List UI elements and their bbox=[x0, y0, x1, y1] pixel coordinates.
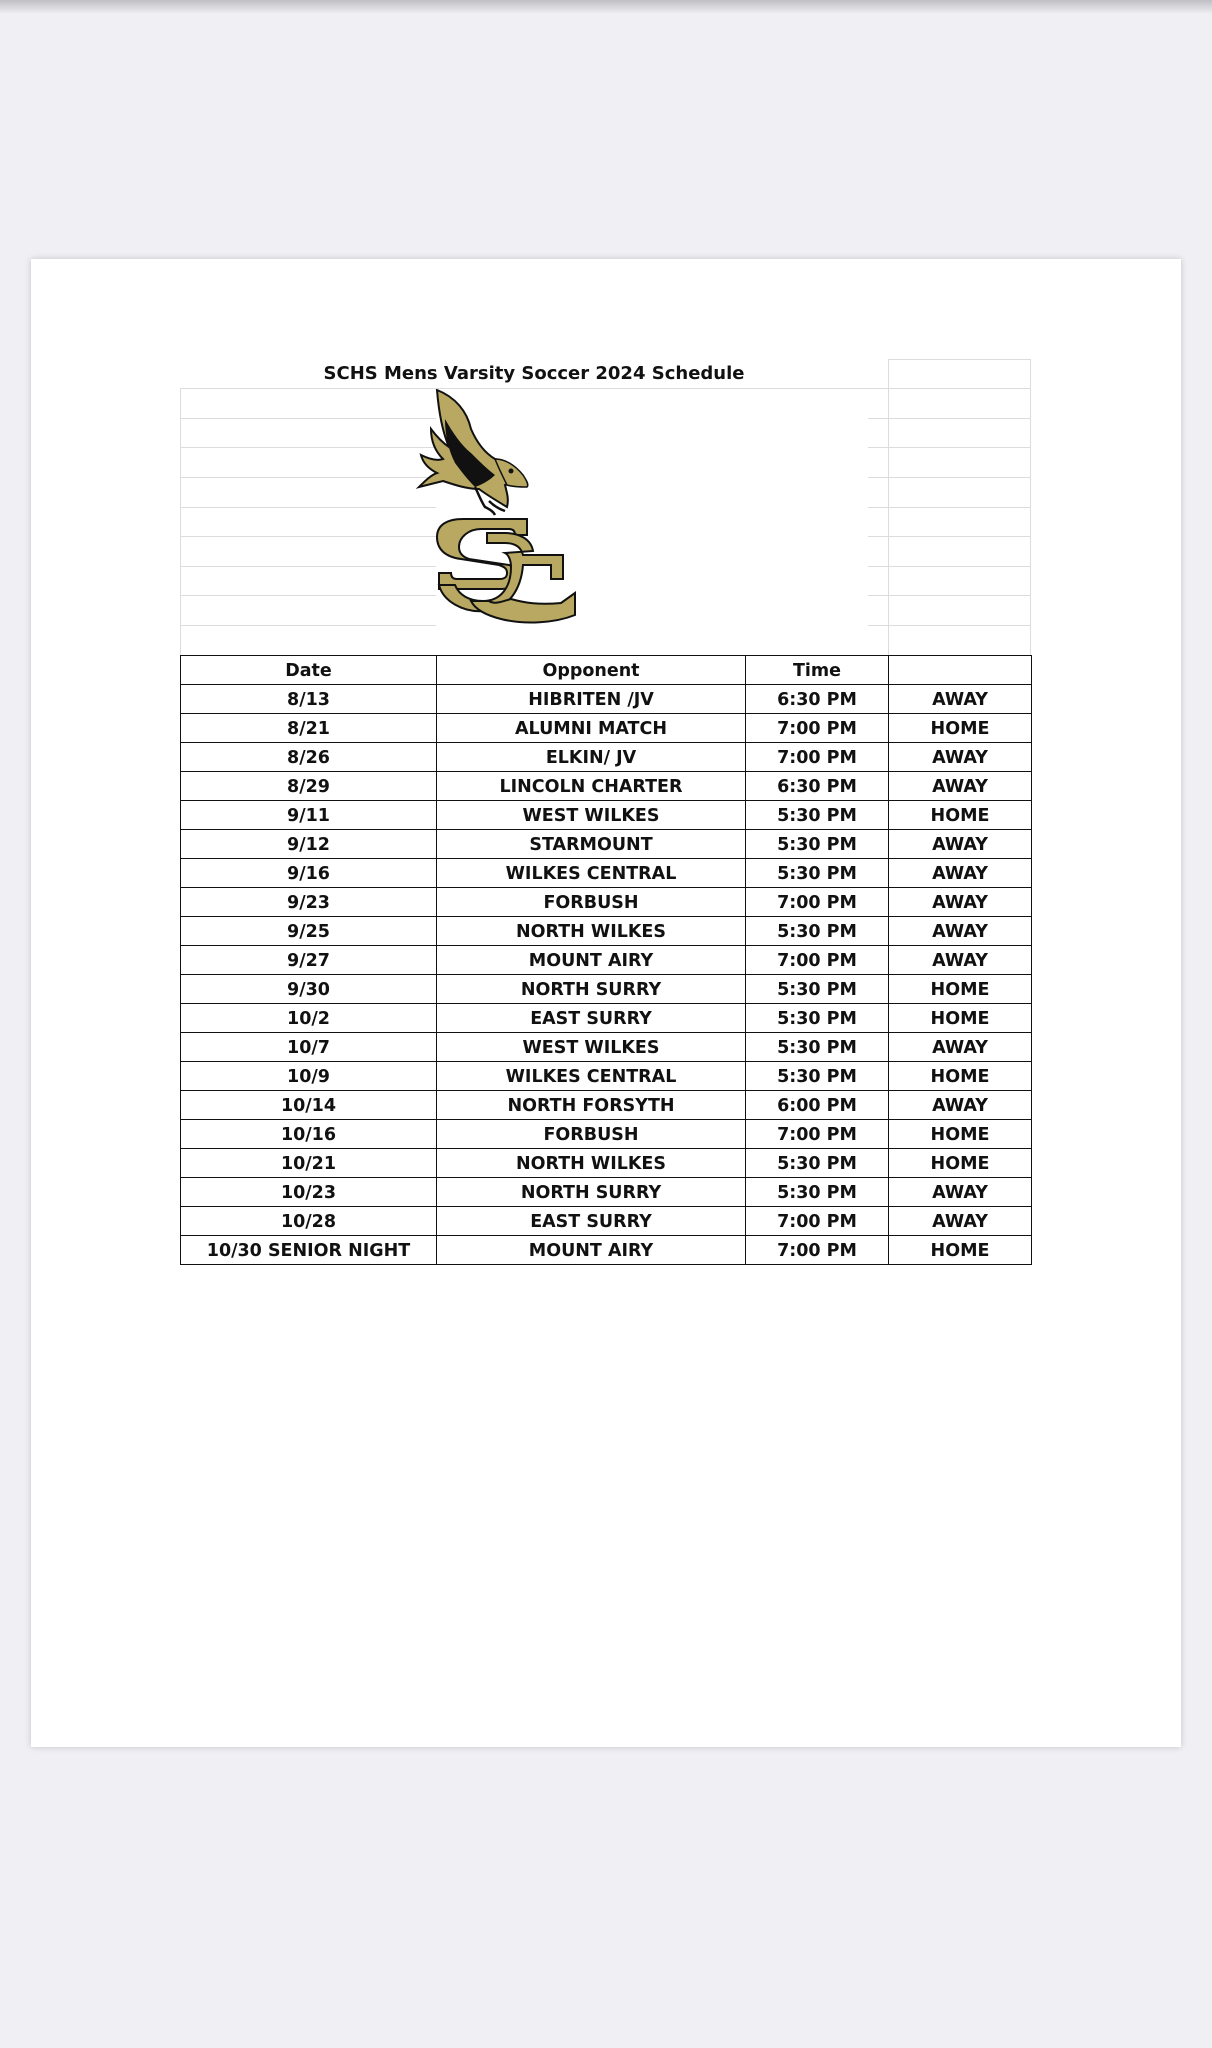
table-row bbox=[181, 714, 1032, 743]
cell-location: HOME bbox=[889, 1062, 1032, 1091]
table-row bbox=[181, 1236, 1032, 1265]
cell-time: 5:30 PM bbox=[746, 1178, 889, 1207]
header-location bbox=[889, 656, 1032, 685]
top-shadow bbox=[0, 0, 1212, 14]
cell-opponent: HIBRITEN /JV bbox=[437, 685, 746, 714]
cell-location: AWAY bbox=[889, 830, 1032, 859]
cell-opponent: LINCOLN CHARTER bbox=[437, 772, 746, 801]
cell-opponent: FORBUSH bbox=[437, 1120, 746, 1149]
cell-location: HOME bbox=[889, 714, 1032, 743]
eagle-icon bbox=[419, 390, 528, 515]
cell-date: 10/30 SENIOR NIGHT bbox=[181, 1236, 437, 1265]
cell-opponent: EAST SURRY bbox=[437, 1004, 746, 1033]
table-row bbox=[181, 772, 1032, 801]
sc-letters-icon bbox=[437, 519, 575, 622]
cell-location: HOME bbox=[889, 1120, 1032, 1149]
cell-location: AWAY bbox=[889, 859, 1032, 888]
table-row bbox=[181, 888, 1032, 917]
cell-date: 9/30 bbox=[181, 975, 437, 1004]
cell-location: AWAY bbox=[889, 743, 1032, 772]
cell-opponent: NORTH SURRY bbox=[437, 975, 746, 1004]
gridline bbox=[1030, 359, 1031, 655]
table-row bbox=[181, 1004, 1032, 1033]
cell-location: AWAY bbox=[889, 772, 1032, 801]
document-title: SCHS Mens Varsity Soccer 2024 Schedule bbox=[180, 359, 888, 388]
cell-time: 7:00 PM bbox=[746, 743, 889, 772]
table-row bbox=[181, 1178, 1032, 1207]
cell-date: 10/14 bbox=[181, 1091, 437, 1120]
cell-time: 5:30 PM bbox=[746, 1004, 889, 1033]
cell-location: AWAY bbox=[889, 1207, 1032, 1236]
cell-time: 5:30 PM bbox=[746, 917, 889, 946]
cell-opponent: NORTH WILKES bbox=[437, 1149, 746, 1178]
table-row bbox=[181, 1033, 1032, 1062]
cell-opponent: NORTH SURRY bbox=[437, 1178, 746, 1207]
cell-time: 7:00 PM bbox=[746, 714, 889, 743]
cell-location: HOME bbox=[889, 1004, 1032, 1033]
cell-time: 7:00 PM bbox=[746, 946, 889, 975]
cell-date: 9/23 bbox=[181, 888, 437, 917]
cell-opponent: ELKIN/ JV bbox=[437, 743, 746, 772]
cell-location: AWAY bbox=[889, 946, 1032, 975]
cell-time: 6:00 PM bbox=[746, 1091, 889, 1120]
cell-date: 10/28 bbox=[181, 1207, 437, 1236]
cell-time: 5:30 PM bbox=[746, 830, 889, 859]
table-row bbox=[181, 685, 1032, 714]
header-date: Date bbox=[181, 656, 437, 685]
table-row bbox=[181, 1120, 1032, 1149]
table-row bbox=[181, 917, 1032, 946]
cell-date: 9/16 bbox=[181, 859, 437, 888]
table-row bbox=[181, 1091, 1032, 1120]
cell-time: 5:30 PM bbox=[746, 859, 889, 888]
cell-opponent: WILKES CENTRAL bbox=[437, 1062, 746, 1091]
table-row bbox=[181, 1062, 1032, 1091]
cell-location: HOME bbox=[889, 975, 1032, 1004]
cell-date: 10/9 bbox=[181, 1062, 437, 1091]
school-logo bbox=[436, 389, 868, 655]
schedule-table bbox=[180, 655, 1032, 1265]
cell-time: 6:30 PM bbox=[746, 772, 889, 801]
cell-opponent: EAST SURRY bbox=[437, 1207, 746, 1236]
cell-time: 6:30 PM bbox=[746, 685, 889, 714]
cell-time: 5:30 PM bbox=[746, 975, 889, 1004]
table-row bbox=[181, 801, 1032, 830]
cell-location: AWAY bbox=[889, 917, 1032, 946]
cell-opponent: MOUNT AIRY bbox=[437, 1236, 746, 1265]
cell-date: 9/27 bbox=[181, 946, 437, 975]
cell-location: AWAY bbox=[889, 1178, 1032, 1207]
cell-date: 8/13 bbox=[181, 685, 437, 714]
header-time: Time bbox=[746, 656, 889, 685]
cell-date: 8/26 bbox=[181, 743, 437, 772]
cell-date: 10/23 bbox=[181, 1178, 437, 1207]
header-opponent: Opponent bbox=[437, 656, 746, 685]
cell-date: 9/11 bbox=[181, 801, 437, 830]
spreadsheet-header-area bbox=[180, 359, 1031, 655]
cell-date: 10/21 bbox=[181, 1149, 437, 1178]
table-header-row bbox=[181, 656, 1032, 685]
gridline bbox=[180, 359, 181, 655]
cell-opponent: ALUMNI MATCH bbox=[437, 714, 746, 743]
cell-opponent: NORTH FORSYTH bbox=[437, 1091, 746, 1120]
cell-opponent: WEST WILKES bbox=[437, 801, 746, 830]
cell-time: 7:00 PM bbox=[746, 1120, 889, 1149]
cell-opponent: NORTH WILKES bbox=[437, 917, 746, 946]
cell-opponent: WILKES CENTRAL bbox=[437, 859, 746, 888]
table-row bbox=[181, 946, 1032, 975]
table-row bbox=[181, 1207, 1032, 1236]
cell-time: 5:30 PM bbox=[746, 1062, 889, 1091]
cell-date: 8/29 bbox=[181, 772, 437, 801]
gridline bbox=[888, 359, 889, 655]
cell-date: 8/21 bbox=[181, 714, 437, 743]
table-row bbox=[181, 975, 1032, 1004]
cell-time: 5:30 PM bbox=[746, 801, 889, 830]
schedule-sheet bbox=[180, 359, 1031, 1265]
table-row bbox=[181, 830, 1032, 859]
cell-time: 7:00 PM bbox=[746, 1207, 889, 1236]
cell-location: HOME bbox=[889, 1149, 1032, 1178]
cell-location: AWAY bbox=[889, 1033, 1032, 1062]
table-row bbox=[181, 743, 1032, 772]
cell-time: 5:30 PM bbox=[746, 1149, 889, 1178]
cell-opponent: STARMOUNT bbox=[437, 830, 746, 859]
table-row bbox=[181, 1149, 1032, 1178]
cell-time: 7:00 PM bbox=[746, 1236, 889, 1265]
cell-date: 10/2 bbox=[181, 1004, 437, 1033]
cell-location: AWAY bbox=[889, 685, 1032, 714]
cell-opponent: FORBUSH bbox=[437, 888, 746, 917]
cell-opponent: WEST WILKES bbox=[437, 1033, 746, 1062]
eagle-sc-logo bbox=[415, 389, 615, 655]
cell-time: 7:00 PM bbox=[746, 888, 889, 917]
cell-location: AWAY bbox=[889, 1091, 1032, 1120]
cell-date: 9/12 bbox=[181, 830, 437, 859]
table-row bbox=[181, 859, 1032, 888]
cell-date: 10/7 bbox=[181, 1033, 437, 1062]
cell-date: 10/16 bbox=[181, 1120, 437, 1149]
cell-opponent: MOUNT AIRY bbox=[437, 946, 746, 975]
cell-date: 9/25 bbox=[181, 917, 437, 946]
cell-location: AWAY bbox=[889, 888, 1032, 917]
cell-location: HOME bbox=[889, 801, 1032, 830]
cell-location: HOME bbox=[889, 1236, 1032, 1265]
cell-time: 5:30 PM bbox=[746, 1033, 889, 1062]
